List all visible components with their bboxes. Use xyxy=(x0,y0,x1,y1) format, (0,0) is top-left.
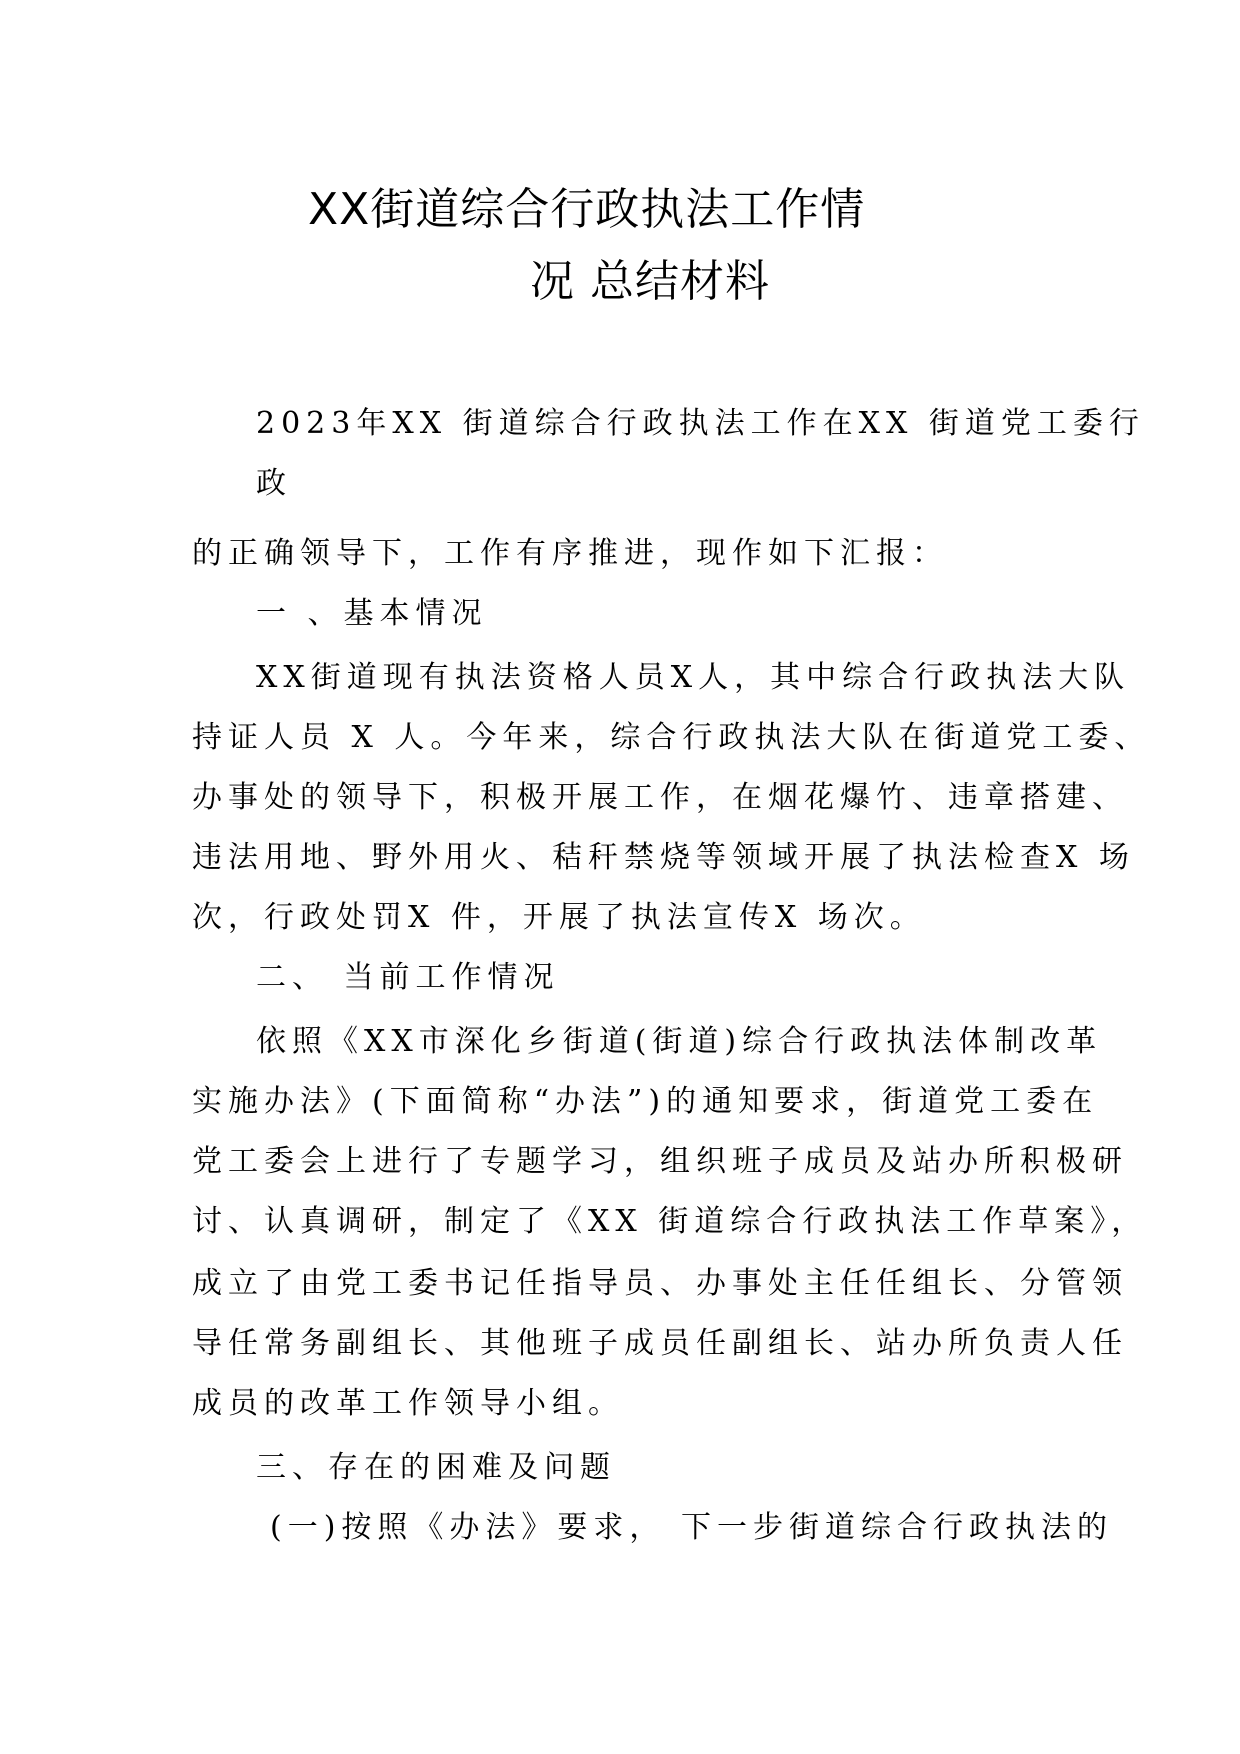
paragraph-line: 成立了由党工委书记任指导员、办事处主任任组长、分管领 xyxy=(192,1266,1128,1301)
paragraph-line: 办事处的领导下，积极开展工作，在烟花爆竹、违章搭建、 xyxy=(192,780,1128,815)
paragraph-line: 持证人员 X 人。今年来，综合行政执法大队在街道党工委、 xyxy=(192,720,1151,755)
paragraph-line: XX街道现有执法资格人员X人，其中综合行政执法大队 xyxy=(256,660,1131,695)
section-heading: 二、 当前工作情况 xyxy=(256,960,560,995)
paragraph-line: 讨、认真调研，制定了《XX 街道综合行政执法工作草案》， xyxy=(192,1204,1148,1239)
paragraph-line: 实施办法》(下面简称“办法”)的通知要求，街道党工委在 xyxy=(192,1084,1099,1119)
document-title-line-2: 况 总结材料 xyxy=(530,256,770,307)
paragraph-line: 导任常务副组长、其他班子成员任副组长、站办所负责人任 xyxy=(192,1326,1128,1361)
paragraph-line: 违法用地、野外用火、秸秆禁烧等领域开展了执法检查X 场 xyxy=(192,840,1135,875)
document-title-line-1: XX街道综合行政执法工作情 xyxy=(308,184,866,235)
paragraph-line: 的正确领导下，工作有序推进，现作如下汇报： xyxy=(192,536,948,571)
paragraph-line: (一)按照《办法》要求， 下一步街道综合行政执法的 xyxy=(270,1510,1113,1545)
paragraph-line: 2023年XX 街道综合行政执法工作在XX 街道党工委行 xyxy=(256,406,1145,441)
paragraph-line: 党工委会上进行了专题学习，组织班子成员及站办所积极研 xyxy=(192,1144,1128,1179)
section-heading: 三、存在的困难及问题 xyxy=(256,1450,616,1485)
paragraph-line: 次，行政处罚X 件，开展了执法宣传X 场次。 xyxy=(192,900,926,935)
paragraph-line: 依照《XX市深化乡街道(街道)综合行政执法体制改革 xyxy=(256,1024,1103,1059)
paragraph-line: 政 xyxy=(256,466,292,501)
paragraph-line: 成员的改革工作领导小组。 xyxy=(192,1386,624,1421)
section-heading: 一 、基本情况 xyxy=(256,596,488,631)
